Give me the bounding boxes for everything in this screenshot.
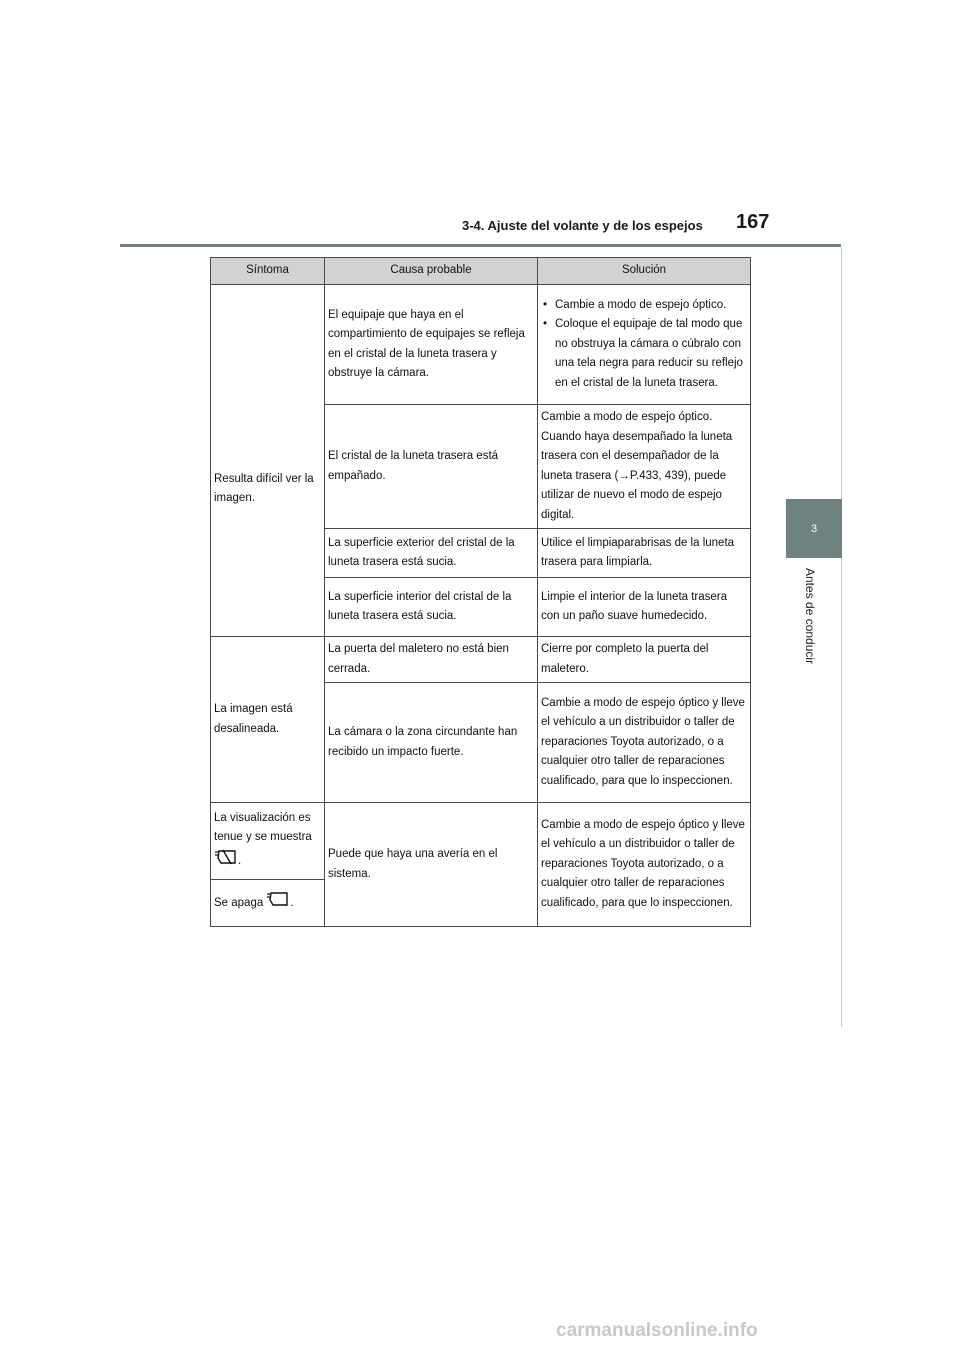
- watermark: carmanualsonline.info: [556, 1320, 758, 1341]
- chapter-label: Antes de conducir: [803, 568, 817, 665]
- solution-cell: Cambie a modo de espejo óptico. Cuando haya desempañado la luneta trasera con el desempañador de la luneta trasera (→P.433, 439), puede utilizar de nuevo el modo de espejo digital.: [538, 405, 751, 529]
- table-row: [211, 285, 751, 405]
- cause-cell: El cristal de la luneta trasera está empañado.: [325, 405, 538, 529]
- cause-cell: El equipaje que haya en el compartimiento de equipajes se refleja en el cristal de la luneta trasera y obstruye la cámara.: [325, 285, 538, 405]
- symptom-suffix: .: [290, 897, 294, 910]
- header-cause: Causa probable: [325, 258, 538, 285]
- troubleshooting-table: [210, 257, 751, 927]
- solution-cell: Cierre por completo la puerta del maletero.: [538, 637, 751, 683]
- list-item: • Coloque el equipaje de tal modo que no obstruya la cámara o cúbralo con una tela negra para reducir su reflejo en el cristal de la luneta trasera.: [543, 318, 743, 389]
- cause-cell: Puede que haya una avería en el sistema.: [325, 803, 538, 927]
- list-item: • Cambie a modo de espejo óptico.: [543, 298, 727, 311]
- table-row: [211, 637, 751, 683]
- header-divider: [120, 244, 841, 247]
- solution-cell: Cambie a modo de espejo óptico y lleve el vehículo a un distribuidor o taller de reparaciones Toyota autorizado, o a cualquier otro taller de reparaciones cualificado, para que lo inspeccionen.: [538, 803, 751, 927]
- cause-cell: La superficie interior del cristal de la luneta trasera está sucia.: [325, 578, 538, 637]
- symptom-cell: La imagen está desalineada.: [211, 637, 325, 803]
- symptom-cell: Resulta difícil ver la imagen.: [211, 285, 325, 637]
- header-symptom: Síntoma: [211, 258, 325, 285]
- side-strip: [841, 247, 842, 1027]
- chapter-number: 3: [810, 522, 818, 535]
- solution-cell: [538, 285, 751, 405]
- mirror-indicator-icon: [266, 890, 290, 916]
- cause-cell: La cámara o la zona circundante han recibido un impacto fuerte.: [325, 683, 538, 803]
- symptom-text: Se apaga: [214, 897, 264, 910]
- table-header-row: [211, 258, 751, 285]
- chapter-tab: [786, 499, 842, 558]
- symptom-cell: [211, 880, 325, 927]
- solution-bullet-text: Coloque el equipaje de tal modo que no obstruya la cámara o cúbralo con una tela negra para reducir su reflejo en el cristal de la luneta trasera.: [555, 318, 743, 389]
- solution-bullet-list: [541, 296, 747, 394]
- section-title: 3-4. Ajuste del volante y de los espejos: [462, 218, 703, 233]
- page-number: 167: [736, 211, 770, 233]
- cause-cell: La puerta del maletero no está bien cerrada.: [325, 637, 538, 683]
- symptom-suffix: .: [238, 854, 242, 867]
- solution-cell: Utilice el limpiaparabrisas de la luneta trasera para limpiarla.: [538, 529, 751, 578]
- solution-cell: Limpie el interior de la luneta trasera con un paño suave humedecido.: [538, 578, 751, 637]
- symptom-text: La visualización es tenue y se muestra: [214, 811, 312, 844]
- symptom-cell: [211, 803, 325, 880]
- solution-cell: Cambie a modo de espejo óptico y lleve el vehículo a un distribuidor o taller de reparaciones Toyota autorizado, o a cualquier otro taller de reparaciones cualificado, para que lo inspeccionen.: [538, 683, 751, 803]
- mirror-indicator-with-slash-icon: [214, 848, 238, 874]
- solution-bullet-text: Cambie a modo de espejo óptico.: [555, 298, 727, 311]
- header-solution: Solución: [538, 258, 751, 285]
- table-row: [211, 803, 751, 880]
- cause-cell: La superficie exterior del cristal de la luneta trasera está sucia.: [325, 529, 538, 578]
